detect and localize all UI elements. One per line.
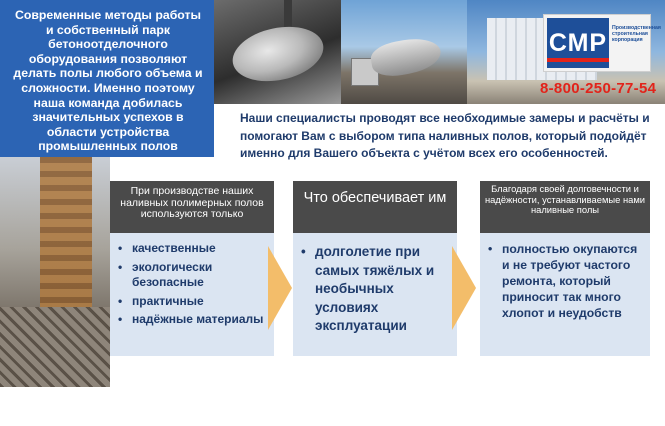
description-text: Наши специалисты проводят все необходимые замеры и расчёты и помогают Вам с выбором типа наливных полов, который подойдёт именно для Вашего объекта с учётом всех его особенностей. [240, 111, 650, 160]
card-durability [480, 181, 650, 356]
logo-subtitle: Производственная строительная корпорация [612, 25, 661, 43]
intro-banner [0, 0, 214, 157]
arrow-right-icon [452, 246, 476, 330]
photo-floor-trowel [214, 0, 341, 104]
company-logo [543, 14, 661, 72]
card-header: Благодаря своей долговечности и надёжности, устанавливаемые нами наливные полы [480, 181, 650, 233]
bullet-list [118, 241, 268, 331]
arrow-right-icon [268, 246, 292, 330]
list-item: • надёжные материалы [118, 312, 268, 328]
card-header: При производстве наших наливных полимерных полов используются только [110, 181, 274, 233]
list-item: • экологически безопасные [118, 260, 268, 291]
card-header: Что обеспечивает им [293, 181, 457, 233]
list-item: • долголетие при самых тяжёлых и необычных условиях эксплуатации [301, 243, 457, 336]
bullet-list [488, 241, 648, 321]
list-item: • практичные [118, 294, 268, 310]
list-item: • качественные [118, 241, 268, 257]
logo-mark: СМР [547, 18, 609, 68]
phone-number[interactable]: 8-800-250-77-54 [540, 80, 657, 97]
card-materials [110, 181, 274, 356]
list-item: • полностью окупаются и не требуют частого ремонта, который приносит так много хлопот и неудобств [488, 241, 648, 321]
photo-concrete-mixer [341, 0, 467, 104]
card-provides [293, 181, 457, 356]
photo-construction-site [0, 157, 110, 387]
intro-text: Современные методы работы и собственный парк бетоноотделочного оборудования позволяют делать полы любого объема и сложности. Именно поэтому наша команда добилась значительных успехов в области устройства промышленных полов [13, 8, 203, 154]
bullet-list [301, 243, 457, 336]
